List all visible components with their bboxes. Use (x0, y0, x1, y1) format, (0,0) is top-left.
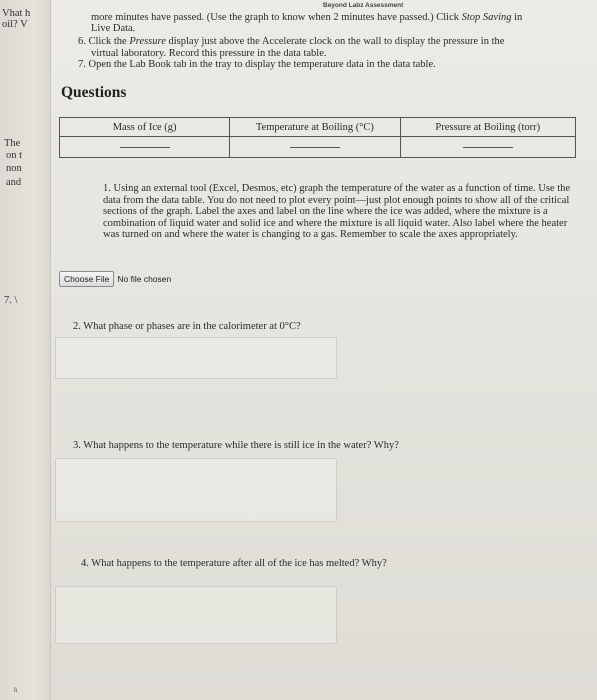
instruction-step-6 (78, 36, 568, 48)
margin-fragment: The (4, 138, 21, 149)
instruction-text: in (514, 12, 523, 23)
instruction-line: Live Data. (91, 23, 136, 34)
table-cell-input[interactable] (400, 137, 575, 158)
margin-fragment: oil? V (2, 19, 28, 30)
file-status-text: No file chosen (117, 274, 172, 284)
page-mark: h (14, 686, 18, 694)
table-header-row (60, 118, 576, 137)
cell-underline (463, 147, 513, 148)
assessment-page (51, 0, 597, 700)
column-header: Pressure at Boiling (torr) (400, 118, 575, 137)
instruction-line (91, 12, 571, 24)
instruction-text: more minutes have passed. (Use the graph to know when 2 minutes have passed.) Click (91, 12, 459, 23)
data-table (59, 117, 576, 158)
instruction-text: 6. Click the (78, 36, 127, 47)
column-header: Mass of Ice (g) (60, 118, 230, 137)
question-2-answer-box[interactable] (55, 337, 337, 379)
question-2-text: 2. What phase or phases are in the calorimeter at 0°C? (73, 321, 301, 332)
table-cell-input[interactable] (230, 137, 400, 158)
margin-fragment: on t (6, 150, 23, 161)
margin-fragment: non (6, 163, 22, 174)
instruction-emphasis: Pressure (129, 36, 166, 47)
question-3-text: 3. What happens to the temperature while there is still ice in the water? Why? (73, 440, 399, 451)
questions-heading: Questions (61, 84, 127, 101)
margin-fragment: Vhat h (2, 8, 31, 19)
instruction-step-7: 7. Open the Lab Book tab in the tray to display the temperature data in the data table. (78, 59, 436, 70)
cell-underline (120, 147, 170, 148)
question-4-text: 4. What happens to the temperature after all of the ice has melted? Why? (81, 558, 387, 569)
margin-fragment: 7. \ (4, 295, 18, 306)
table-row (60, 137, 576, 158)
file-upload (59, 271, 171, 287)
instruction-emphasis: Stop Saving (461, 12, 512, 23)
column-header: Temperature at Boiling (°C) (230, 118, 400, 137)
cell-underline (290, 147, 340, 148)
page-header-title: Beyond Labz Assessment (323, 2, 404, 9)
question-1-text: 1. Using an external tool (Excel, Desmos, etc) graph the temperature of the water as a function of time. Use the data from the data table. You do not need to plot every point—just plot enough points to show all of the critical sections of the graph. Label the axes and label on the line where the ice was added, where the mixture is a combination of liquid water and solid ice and where the mixture is all liquid water. Also label where the heater was turned on and where the water is changing to a gas. Remember to scale the axes appropriately. (103, 183, 571, 241)
instruction-text: display just above the Accelerate clock on the wall to display the pressure in the (168, 36, 505, 47)
question-4-answer-box[interactable] (55, 586, 337, 644)
choose-file-button[interactable]: Choose File (59, 271, 114, 287)
table-cell-input[interactable] (60, 137, 230, 158)
adjacent-page-margin (0, 0, 51, 700)
question-3-answer-box[interactable] (55, 458, 337, 522)
instruction-line: virtual laboratory. Record this pressure in the data table. (91, 48, 327, 59)
margin-fragment: and (6, 177, 22, 188)
